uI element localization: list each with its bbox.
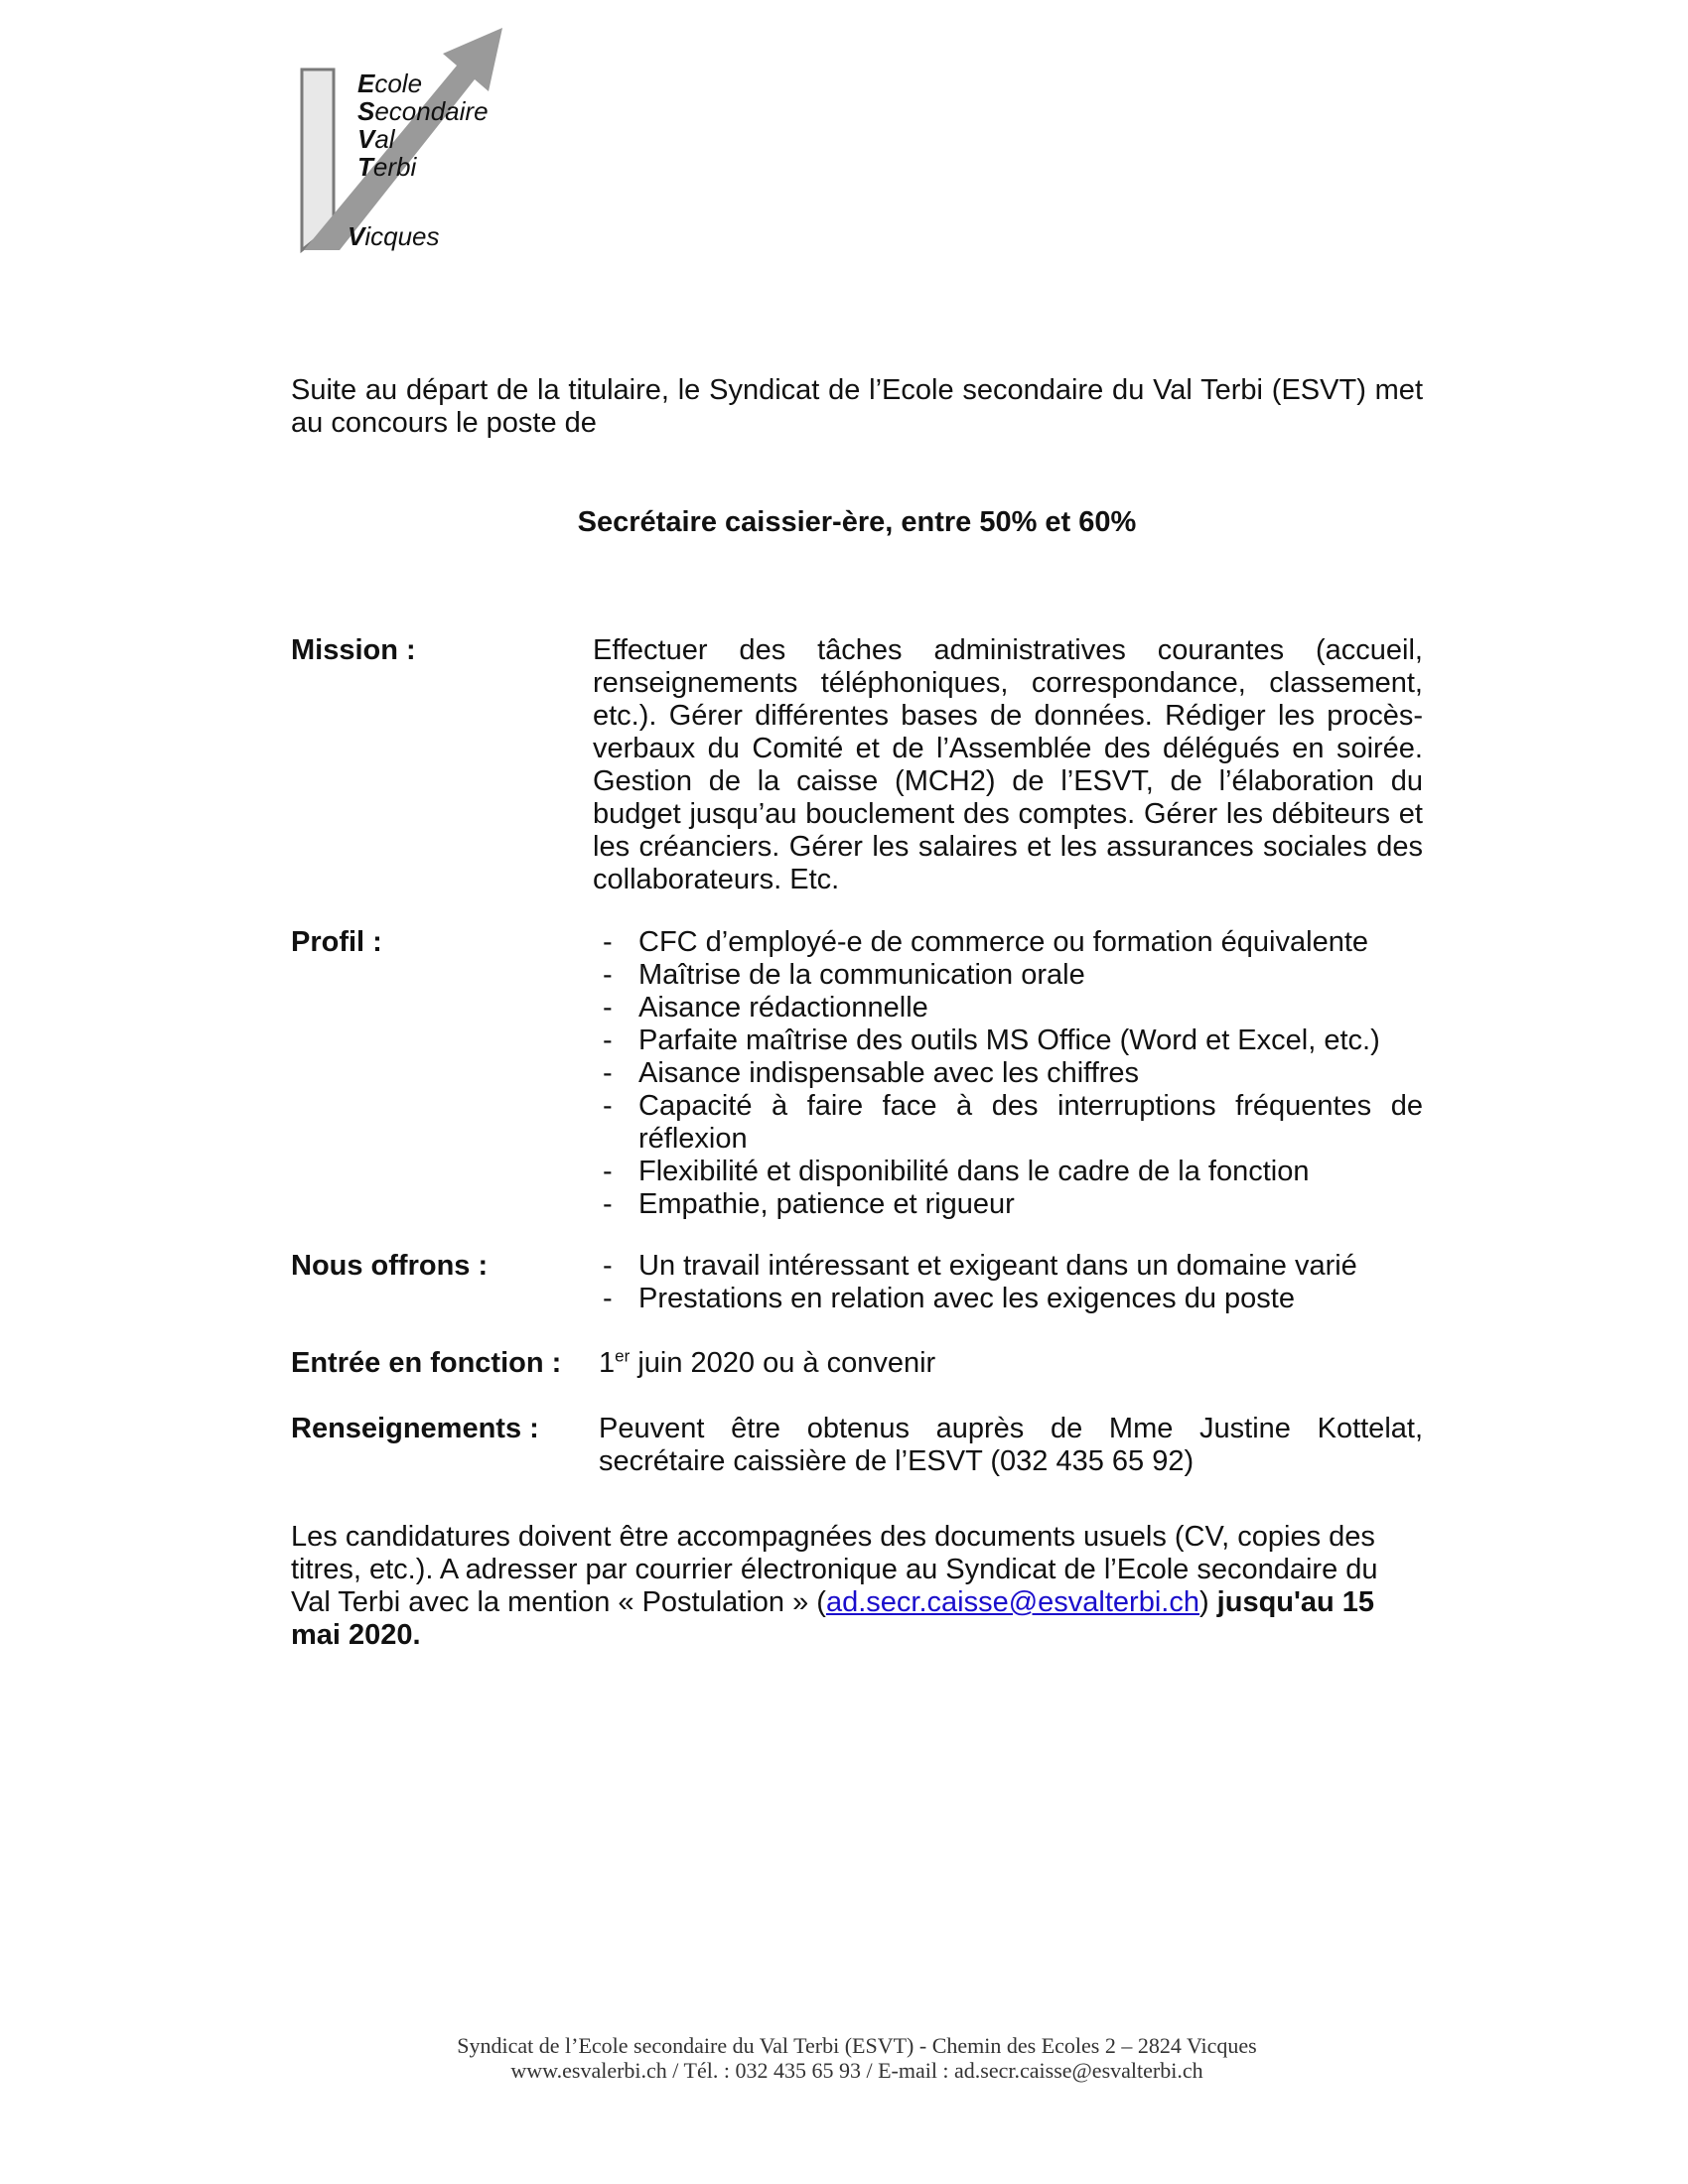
renseignements-label: Renseignements : bbox=[291, 1413, 539, 1444]
offrons-list-container bbox=[593, 1250, 1423, 1315]
profil-list bbox=[593, 926, 1423, 1221]
list-item: - Parfaite maîtrise des outils MS Office (Word et Excel, etc.) bbox=[593, 1024, 1423, 1057]
job-title: Secrétaire caissier-ère, entre 50% et 60% bbox=[577, 506, 1137, 538]
list-item: - Aisance rédactionnelle bbox=[593, 992, 1423, 1024]
mission-text: Effectuer des tâches administratives courantes (accueil, renseignements téléphoniques, correspondance, classement, etc.). Gérer différentes bases de données. Rédiger les procès-verbaux du Comité et de l’Assemblée des délégués en soirée. Gestion de la caisse (MCH2) de l’ESVT, de l’élaboration du budget jusqu’au bouclement des comptes. Gérer les débiteurs et les créanciers. Gérer les salaires et les assurances sociales des collaborateurs. Etc. bbox=[593, 634, 1423, 895]
closing-paragraph: Les candidatures doivent être accompagnées des documents usuels (CV, copies des titres, etc.). A adresser par courrier électronique au Syndicat de l’Ecole secondaire du Val Terbi avec la mention « Postulation » (ad.secr.caisse@esvalterbi.ch) jusqu'au 15 mai 2020. bbox=[291, 1521, 1378, 1651]
list-item: - Aisance indispensable avec les chiffres bbox=[593, 1057, 1423, 1090]
list-item: - Prestations en relation avec les exigences du poste bbox=[593, 1283, 1423, 1315]
list-item: - CFC d’employé-e de commerce ou formation équivalente bbox=[593, 926, 1423, 959]
footer bbox=[291, 2033, 1423, 2083]
school-logo bbox=[294, 26, 522, 264]
list-item: - Flexibilité et disponibilité dans le cadre de la fonction bbox=[593, 1156, 1423, 1188]
profil-label: Profil : bbox=[291, 926, 382, 958]
deadline: jusqu'au 15 mai 2020. bbox=[291, 1586, 1375, 1651]
footer-address: Syndicat de l’Ecole secondaire du Val Terbi (ESVT) - Chemin des Ecoles 2 – 2824 Vicques bbox=[457, 2033, 1257, 2058]
logo-name bbox=[357, 69, 489, 181]
list-item: - Capacité à faire face à des interruptions fréquentes de réflexion bbox=[593, 1090, 1423, 1156]
mission-label: Mission : bbox=[291, 634, 416, 666]
entree-label: Entrée en fonction : bbox=[291, 1347, 562, 1379]
list-item: - Un travail intéressant et exigeant dans un domaine varié bbox=[593, 1250, 1423, 1283]
footer-contact: www.esvalerbi.ch / Tél. : 032 435 65 93 / E-mail : ad.secr.caisse@esvalterbi.ch bbox=[510, 2058, 1203, 2083]
logo-line: Ecole bbox=[357, 68, 423, 98]
profil-list-container bbox=[593, 926, 1423, 1221]
offrons-label: Nous offrons : bbox=[291, 1250, 489, 1282]
logo-line: Secondaire bbox=[357, 96, 489, 126]
offrons-list bbox=[593, 1250, 1423, 1315]
entree-value: 1er juin 2020 ou à convenir bbox=[599, 1346, 936, 1379]
email-link[interactable]: ad.secr.caisse@esvalterbi.ch bbox=[825, 1586, 1199, 1618]
renseignements-text: Peuvent être obtenus auprès de Mme Justine Kottelat, secrétaire caissière de l’ESVT (032 435 65 92) bbox=[599, 1413, 1423, 1477]
intro-paragraph: Suite au départ de la titulaire, le Syndicat de l’Ecole secondaire du Val Terbi (ESVT) met au concours le poste de bbox=[291, 374, 1423, 439]
logo-line: Val bbox=[357, 124, 395, 154]
logo-line: Terbi bbox=[357, 152, 417, 182]
list-item: - Empathie, patience et rigueur bbox=[593, 1188, 1423, 1221]
logo-town: Vicques bbox=[348, 221, 440, 251]
list-item: - Maîtrise de la communication orale bbox=[593, 959, 1423, 992]
